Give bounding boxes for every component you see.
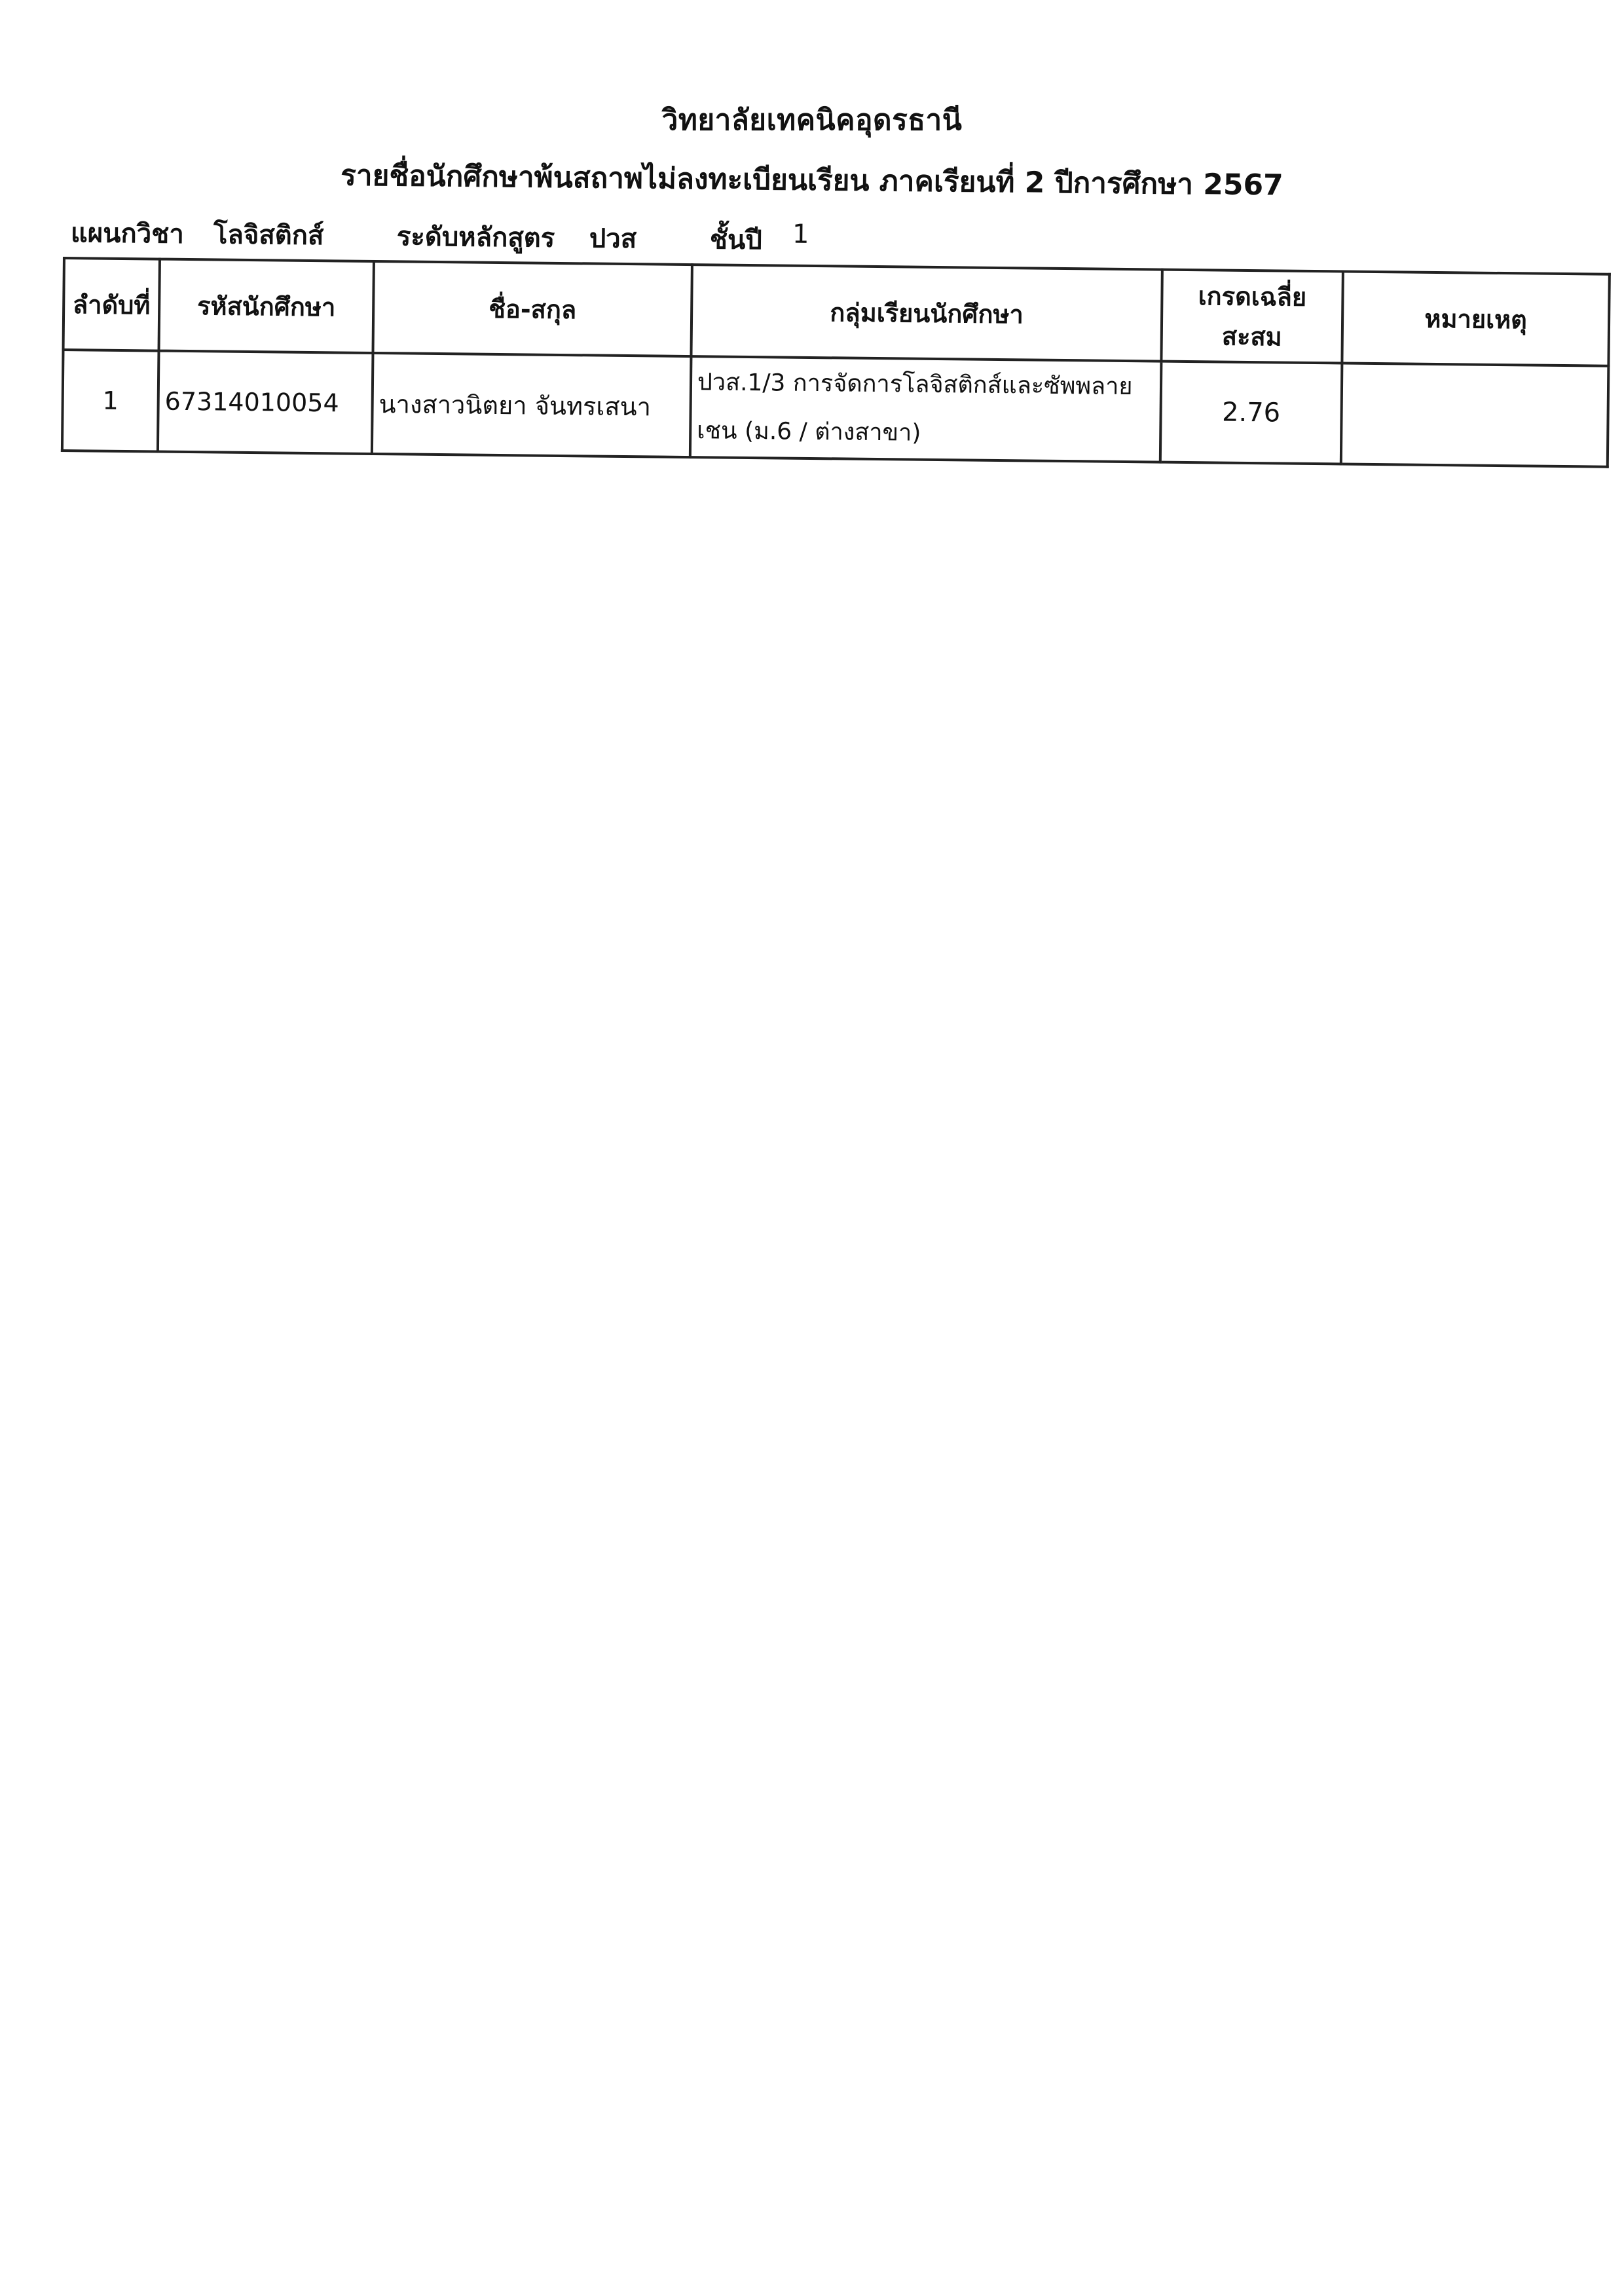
column-header-student-id: รหัสนักศึกษา bbox=[159, 259, 374, 353]
cell-student-id: 67314010054 bbox=[158, 351, 373, 454]
level-label: ระดับหลักสูตร bbox=[396, 221, 555, 253]
year-label: ชั้นปี bbox=[709, 225, 763, 256]
level-value: ปวส bbox=[589, 223, 637, 255]
group-line-1: ปวส.1/3 การจัดการโลจิสติกส์และซัพพลาย bbox=[697, 369, 1133, 401]
group-line-2: เชน (ม.6 / ต่างสาขา) bbox=[697, 417, 921, 447]
cell-gpa: 2.76 bbox=[1160, 362, 1342, 464]
student-table bbox=[61, 257, 1611, 468]
cell-name: นางสาวนิตยา จันทรเสนา bbox=[372, 353, 692, 457]
table-header-row bbox=[64, 258, 1610, 366]
column-header-group: กลุ่มเรียนนักศึกษา bbox=[691, 265, 1162, 362]
college-name: วิทยาลัยเทคนิคอุดรธานี bbox=[661, 103, 963, 137]
document-title: รายชื่อนักศึกษาพ้นสถาพไม่ลงทะเบียนเรียน ภาคเรียนที่ 2 ปีการศึกษา 2567 bbox=[341, 159, 1283, 202]
column-header-name: ชื่อ-สกุล bbox=[373, 261, 692, 356]
department-label: แผนกวิชา bbox=[70, 218, 185, 250]
table-row bbox=[62, 350, 1608, 467]
cell-no: 1 bbox=[62, 350, 159, 452]
column-header-no: ลำดับที่ bbox=[64, 258, 160, 351]
column-header-gpa: เกรดเฉลี่ยสะสม bbox=[1161, 270, 1342, 364]
column-header-note: หมายเหตุ bbox=[1342, 271, 1609, 365]
department-value: โลจิสติกส์ bbox=[213, 219, 324, 252]
cell-note bbox=[1341, 363, 1609, 466]
student-table-wrapper bbox=[61, 257, 1608, 468]
year-value: 1 bbox=[792, 219, 809, 250]
cell-group bbox=[690, 356, 1162, 462]
